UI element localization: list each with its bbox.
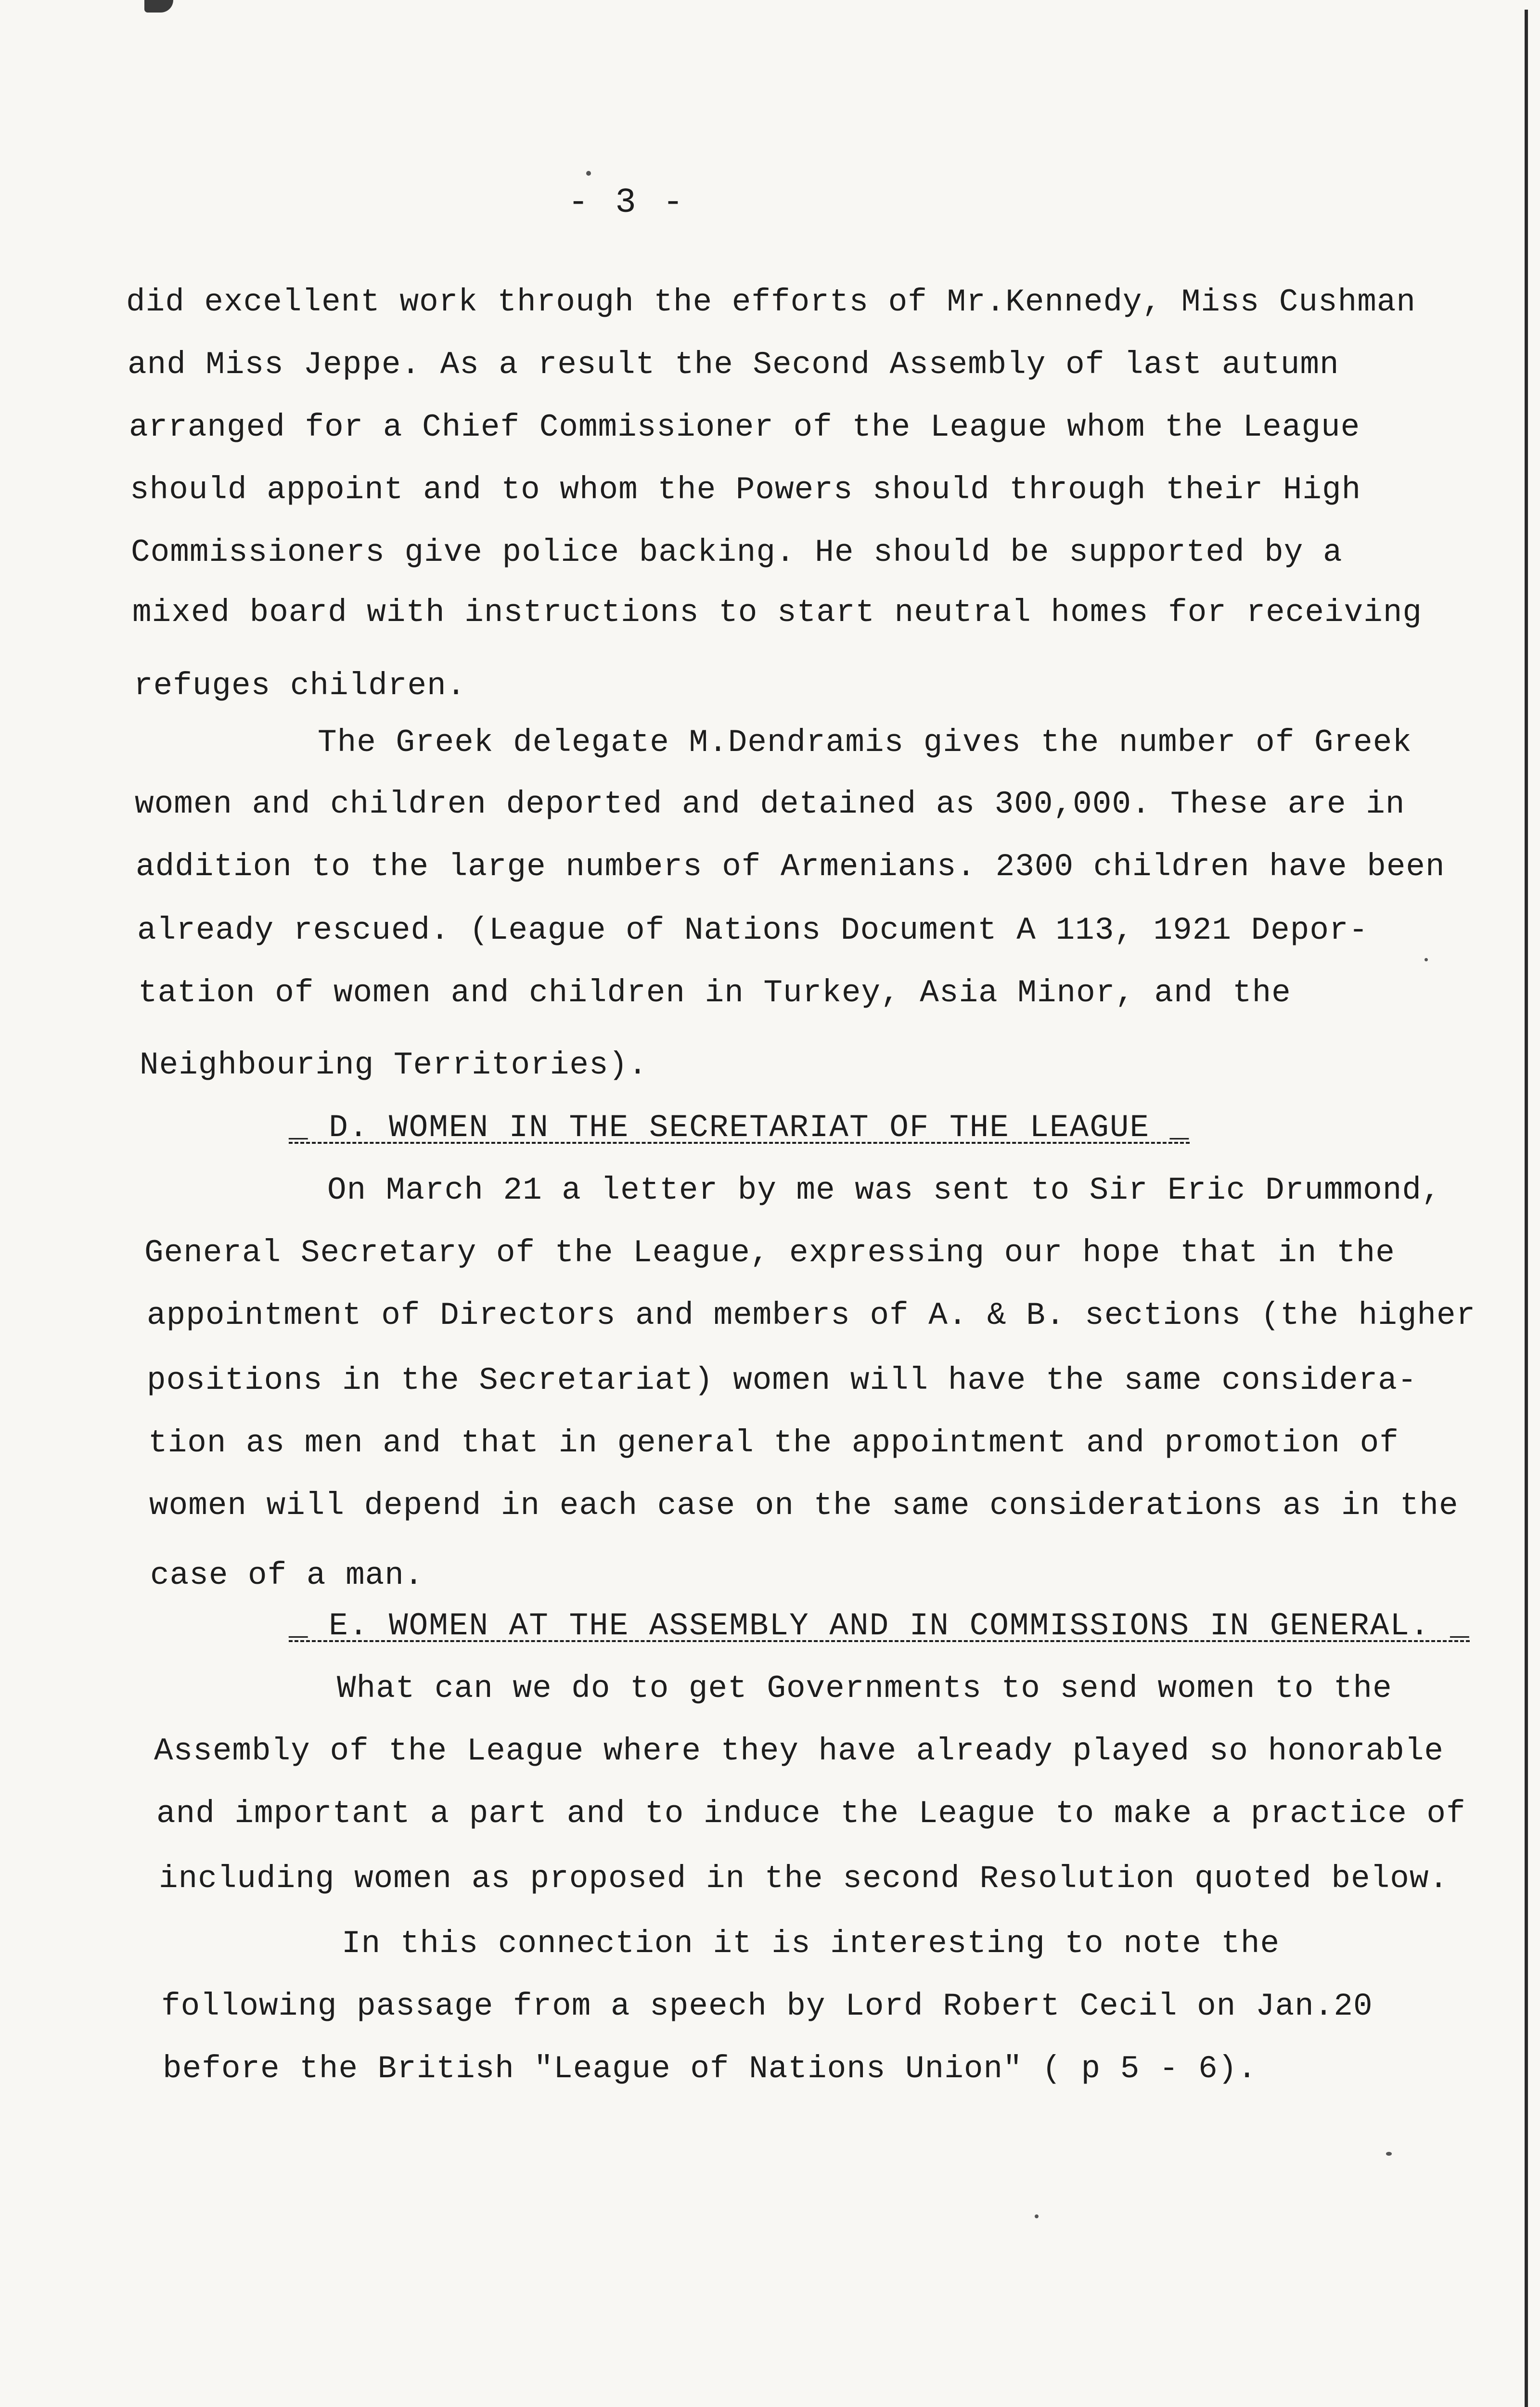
section-heading-d: _ D. WOMEN IN THE SECRETARIAT OF THE LEAGUE _ bbox=[289, 1110, 1190, 1146]
body-line: Neighbouring Territories). bbox=[140, 1047, 648, 1083]
page-number: - 3 - bbox=[568, 183, 687, 222]
body-line: following passage from a speech by Lord Robert Cecil on Jan.20 bbox=[161, 1988, 1373, 2024]
section-heading-e: _ E. WOMEN AT THE ASSEMBLY AND IN COMMISSIONS IN GENERAL. _ bbox=[289, 1608, 1470, 1644]
body-line: What can we do to get Governments to send women to the bbox=[337, 1670, 1392, 1707]
ink-speck bbox=[1035, 2214, 1039, 2218]
ink-speck bbox=[586, 171, 591, 176]
body-line: tation of women and children in Turkey, Asia Minor, and the bbox=[138, 975, 1291, 1011]
body-line: already rescued. (League of Nations Document A 113, 1921 Depor- bbox=[137, 912, 1369, 948]
ink-speck bbox=[1386, 2152, 1392, 2156]
ink-speck bbox=[1424, 958, 1428, 961]
body-line: General Secretary of the League, expressing our hope that in the bbox=[144, 1235, 1395, 1271]
body-line: The Greek delegate M.Dendramis gives the number of Greek bbox=[318, 725, 1412, 761]
body-line: Assembly of the League where they have already played so honorable bbox=[154, 1733, 1444, 1769]
body-line: On March 21 a letter by me was sent to Sir Eric Drummond, bbox=[327, 1172, 1441, 1208]
body-line: should appoint and to whom the Powers should through their High bbox=[130, 472, 1361, 508]
body-line: and Miss Jeppe. As a result the Second Assembly of last autumn bbox=[128, 347, 1339, 383]
body-line: women and children deported and detained as 300,000. These are in bbox=[135, 786, 1405, 822]
body-line: appointment of Directors and members of A. & B. sections (the higher bbox=[147, 1297, 1476, 1333]
body-line: case of a man. bbox=[150, 1557, 424, 1593]
body-line: did excellent work through the efforts of Mr.Kennedy, Miss Cushman bbox=[126, 284, 1416, 320]
body-line: In this connection it is interesting to note the bbox=[342, 1926, 1280, 1962]
page-edge-shadow bbox=[1525, 10, 1528, 2407]
page-corner-mark bbox=[144, 0, 173, 13]
body-line: arranged for a Chief Commissioner of the League whom the League bbox=[129, 409, 1360, 445]
body-line: tion as men and that in general the appointment and promotion of bbox=[148, 1425, 1399, 1461]
body-line: including women as proposed in the second Resolution quoted below. bbox=[159, 1861, 1449, 1897]
body-line: positions in the Secretariat) women will have the same considera- bbox=[147, 1362, 1417, 1398]
body-line: and important a part and to induce the League to make a practice of bbox=[156, 1796, 1466, 1832]
body-line: women will depend in each case on the same considerations as in the bbox=[149, 1488, 1459, 1524]
body-line: mixed board with instructions to start neutral homes for receiving bbox=[132, 595, 1423, 631]
body-line: refuges children. bbox=[134, 668, 466, 704]
body-line: Commissioners give police backing. He should be supported by a bbox=[131, 534, 1343, 570]
body-line: before the British "League of Nations Union" ( p 5 - 6). bbox=[163, 2051, 1257, 2087]
body-line: addition to the large numbers of Armenians. 2300 children have been bbox=[136, 849, 1445, 885]
